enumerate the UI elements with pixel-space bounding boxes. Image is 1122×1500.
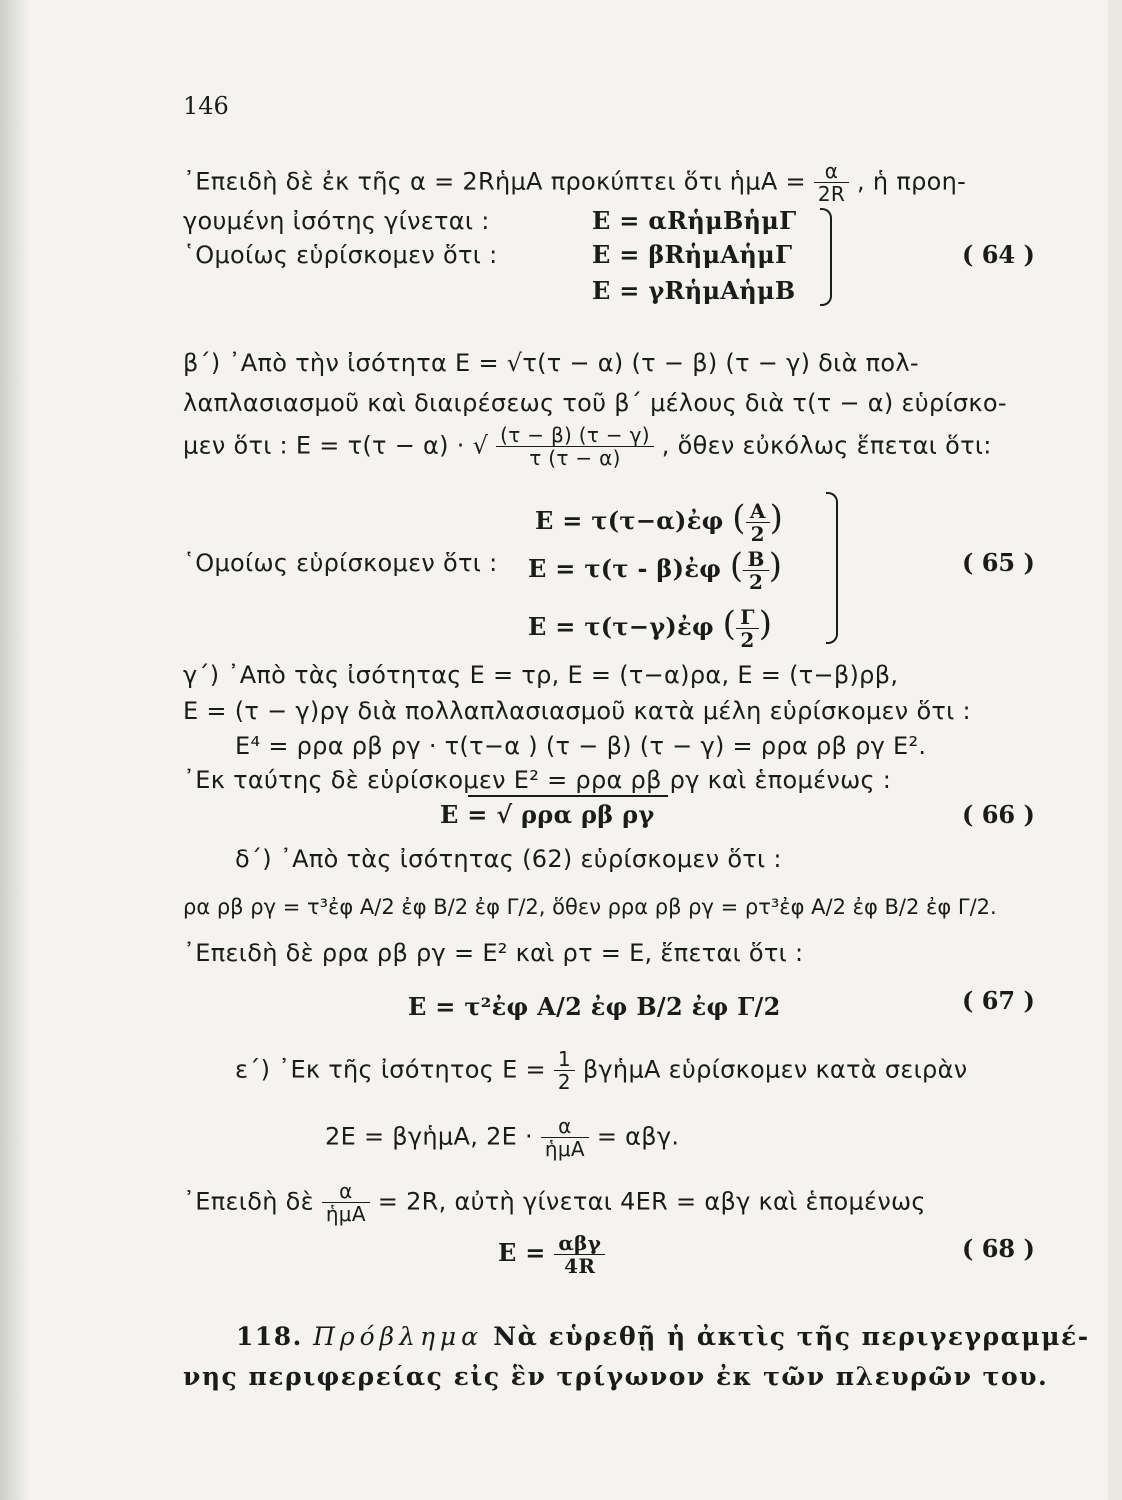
text-line-12: E = (τ − γ)ργ διὰ πολλαπλασιασμοῦ κατὰ μέλη εὑρίσκομεν ὅτι : xyxy=(183,697,971,725)
line-21-start: 2E = βγἡμA, 2E · xyxy=(325,1122,533,1151)
radical-bar-66 xyxy=(468,795,668,797)
fraction-numerator: α xyxy=(322,1180,370,1203)
page-edge-shadow xyxy=(0,0,30,1500)
formula-66: E = √ ρρα ρβ ργ xyxy=(440,800,655,829)
fraction-denominator: τ (τ − α) xyxy=(529,446,621,470)
formula-64-b: E = βRἡμAἡμΓ xyxy=(592,240,793,269)
fraction-denominator: ἡμA xyxy=(544,1137,585,1161)
equation-number-65: ( 65 ) xyxy=(962,548,1035,577)
text-line-21 xyxy=(325,1115,679,1160)
fraction-abg-over-4R xyxy=(554,1232,605,1277)
fraction-numerator: A xyxy=(746,500,770,523)
formula-68-start: E = xyxy=(498,1238,546,1267)
problem-statement-2: νης περιφερείας εἰς ἓν τρίγωνον ἐκ τῶν πλευρῶν του. xyxy=(183,1362,1049,1391)
brace-65 xyxy=(826,492,838,644)
text-line-18: ᾿Επειδὴ δὲ ρρα ρβ ργ = E² καὶ ρτ = E, ἕπεται ὅτι : xyxy=(183,939,804,967)
fraction-B-over-2 xyxy=(743,548,768,593)
fraction-numerator: 1 xyxy=(554,1048,575,1071)
text-line-14: ᾿Εκ ταύτης δὲ εὑρίσκομεν E² = ρρα ρβ ργ καὶ ἑπομένως : xyxy=(183,766,892,794)
fraction-denominator: 2R xyxy=(817,182,846,206)
fraction-G-over-2 xyxy=(736,606,759,651)
text-line-16: δ΄) ᾿Απὸ τὰς ἰσότητας (62) εὑρίσκομεν ὅτι : xyxy=(235,845,782,873)
fraction-denominator: 4R xyxy=(564,1254,596,1278)
formula-65-a: E = τ(τ−α)ἐφ ( $\frac{A}{2}$ ) xyxy=(535,498,784,546)
line-1-text: ᾿Επειδὴ δὲ ἐκ τῆς α = 2RἡμA προκύπτει ὅτι ἡμA = xyxy=(183,167,806,196)
formula-65-b: E = τ(τ - β)ἐφ ( $\frac{B}{2}$ ) xyxy=(528,546,783,594)
formula-68 xyxy=(498,1232,605,1277)
fraction-denominator: ἡμA xyxy=(325,1202,366,1226)
text-line-2-label: γουμένη ἰσότης γίνεται : xyxy=(183,207,490,235)
fraction-numerator: Γ xyxy=(736,606,759,629)
fraction-numerator: α xyxy=(541,1115,589,1138)
problem-number: 118. xyxy=(236,1322,303,1351)
text-line-7 xyxy=(183,424,992,469)
text-line-9-label: ῾Ομοίως εὑρίσκομεν ὅτι : xyxy=(183,549,498,577)
line-21-end: = αβγ. xyxy=(596,1122,680,1151)
fraction-numerator: (τ − β) (τ − γ) xyxy=(496,424,654,447)
line-20-end: βγἡμA εὑρίσκομεν κατὰ σειρὰν xyxy=(582,1055,968,1084)
text-line-11: γ΄) ᾿Απὸ τὰς ἰσότητας E = τρ, E = (τ−α)ρα, E = (τ−β)ρβ, xyxy=(183,661,899,689)
line-1-end: , ἡ προη- xyxy=(857,167,967,196)
formula-65-c: E = τ(τ−γ)ἐφ ( $\frac{\Gamma}{2}$ ) xyxy=(528,604,773,652)
formula-65-a-text: E = τ(τ−α)ἐφ xyxy=(535,506,724,535)
text-line-1 xyxy=(183,160,966,205)
problem-statement-1: Νὰ εὑρεθῇ ἡ ἀκτὶς τῆς περιγεγραμμέ- xyxy=(493,1322,1090,1351)
fraction-denominator: 2 xyxy=(750,522,765,546)
problem-label: Πρόβλημα xyxy=(313,1322,484,1351)
fraction-A-over-2 xyxy=(746,500,770,545)
fraction-under-root xyxy=(496,424,654,469)
formula-64-c: E = γRἡμAἡμB xyxy=(592,276,796,305)
equation-number-67: ( 67 ) xyxy=(962,986,1035,1015)
text-line-6: λαπλασιασμοῦ καὶ διαιρέσεως τοῦ β΄ μέλους διὰ τ(τ − α) εὑρίσκο- xyxy=(183,389,1007,417)
formula-64-a: E = αRἡμBἡμΓ xyxy=(592,206,797,235)
fraction-alpha-over-2R xyxy=(814,160,849,205)
fraction-denominator: 2 xyxy=(557,1070,571,1094)
text-line-20 xyxy=(235,1048,967,1093)
page-number: 146 xyxy=(183,92,229,120)
fraction-alpha-over-sinA xyxy=(541,1115,589,1160)
line-7-end: , ὅθεν εὐκόλως ἕπεται ὅτι: xyxy=(661,431,992,460)
fraction-denominator: 2 xyxy=(748,570,764,594)
text-line-3-label: ῾Ομοίως εὑρίσκομεν ὅτι : xyxy=(183,241,498,269)
text-line-5: β΄) ᾿Απὸ τὴν ἰσότητα E = √τ(τ − α) (τ − β) (τ − γ) διὰ πολ- xyxy=(183,349,919,377)
fraction-numerator: αβγ xyxy=(554,1232,605,1255)
line-22-end: = 2R, αὐτὴ γίνεται 4ER = αβγ καὶ ἑπομένως xyxy=(377,1187,926,1216)
text-line-17: ρα ρβ ργ = τ³ἐφ A/2 ἐφ B/2 ἐφ Γ/2, ὅθεν ρρα ρβ ργ = ρτ³ἐφ A/2 ἐφ B/2 ἐφ Γ/2. xyxy=(183,895,997,919)
fraction-alpha-over-sinA-2 xyxy=(322,1180,370,1225)
text-line-22 xyxy=(183,1180,926,1225)
line-7-start: μεν ὅτι : E = τ(τ − α) · √ xyxy=(183,431,489,460)
line-20-start: ε΄) ᾿Εκ τῆς ἰσότητος E = xyxy=(235,1055,546,1084)
formula-67: E = τ²ἐφ A/2 ἐφ B/2 ἐφ Γ/2 xyxy=(408,992,781,1021)
fraction-one-half xyxy=(554,1048,575,1093)
text-line-13: E⁴ = ρρα ρβ ργ · τ(τ−α ) (τ − β) (τ − γ) = ρρα ρβ ργ E². xyxy=(235,732,927,760)
problem-118-heading xyxy=(236,1322,1090,1352)
formula-65-b-text: E = τ(τ - β)ἐφ xyxy=(528,554,722,583)
fraction-numerator: α xyxy=(814,160,849,183)
line-22-start: ᾿Επειδὴ δὲ xyxy=(183,1187,314,1216)
page-right-edge xyxy=(1108,0,1122,1500)
fraction-denominator: 2 xyxy=(740,628,755,652)
equation-number-66: ( 66 ) xyxy=(962,800,1035,829)
equation-number-64: ( 64 ) xyxy=(962,240,1035,269)
brace-64 xyxy=(820,208,832,306)
fraction-numerator: B xyxy=(743,548,768,571)
formula-65-c-text: E = τ(τ−γ)ἐφ xyxy=(528,612,714,641)
equation-number-68: ( 68 ) xyxy=(962,1234,1035,1263)
